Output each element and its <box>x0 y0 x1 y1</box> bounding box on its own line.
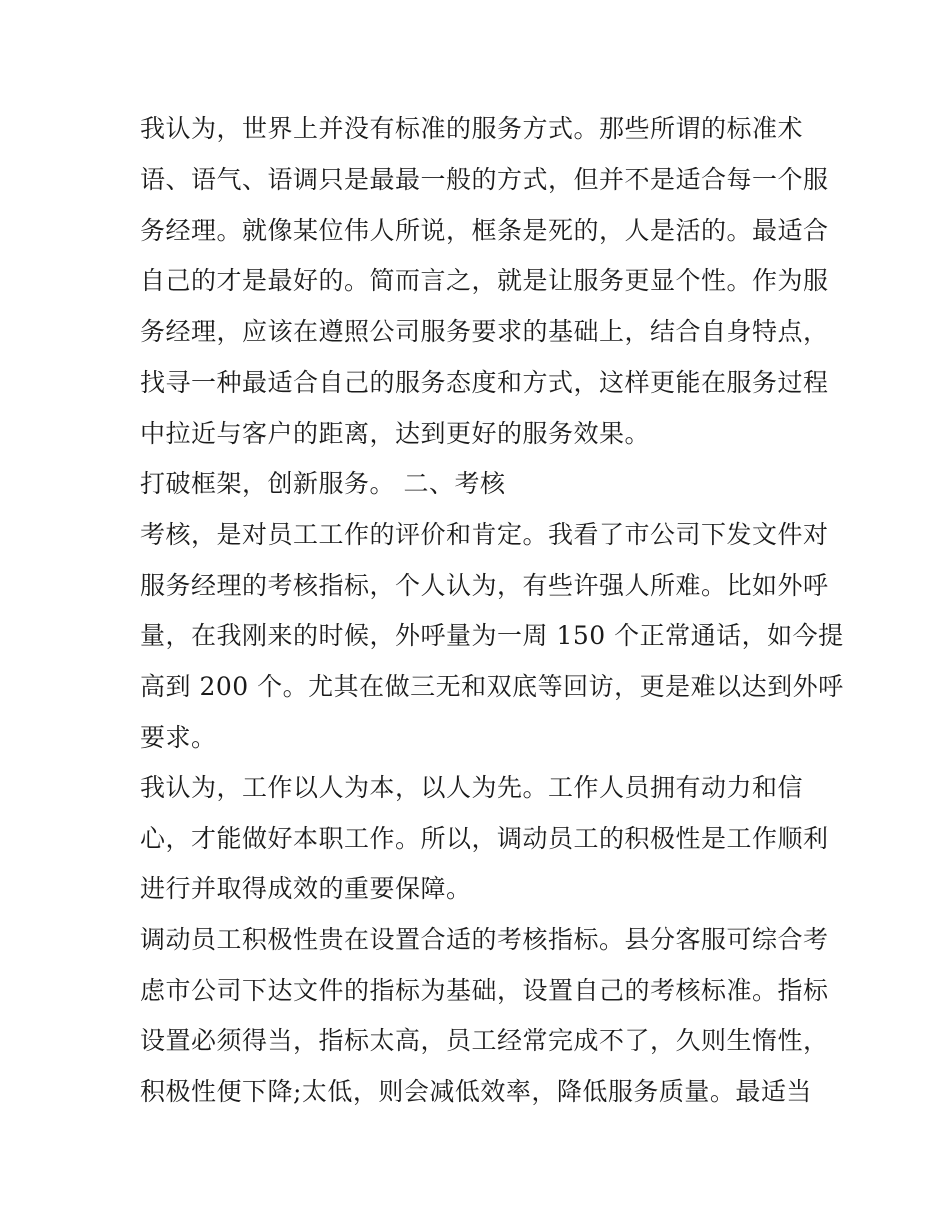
text-line: 虑市公司下达文件的指标为基础，设置自己的考核标准。指标 <box>140 976 829 1005</box>
text-line: 中拉近与客户的距离，达到更好的服务效果。 <box>140 419 651 448</box>
text-line: 我认为，工作以人为本，以人为先。工作人员拥有动力和信 <box>140 773 804 802</box>
text-line: 服务经理的考核指标，个人认为，有些许强人所难。比如外呼 <box>140 571 829 600</box>
section-heading: 打破框架，创新服务。 二、考核 <box>140 469 506 498</box>
text-line: 进行并取得成效的重要保障。 <box>140 874 472 903</box>
text-line: 我认为，世界上并没有标准的服务方式。那些所谓的标准术 <box>140 114 804 143</box>
text-line: 调动员工积极性贵在设置合适的考核指标。县分客服可综合考 <box>140 925 829 954</box>
text-line: 务经理。就像某位伟人所说，框条是死的，人是活的。最适合 <box>140 216 829 245</box>
text-line: 考核，是对员工工作的评价和肯定。我看了市公司下发文件对 <box>140 520 829 549</box>
text-line: 要求。 <box>140 723 217 752</box>
text-line: 量，在我刚来的时候，外呼量为一周 150 个正常通话，如今提 <box>140 621 844 650</box>
text-line: 高到 200 个。尤其在做三无和双底等回访，更是难以达到外呼 <box>140 672 844 701</box>
text-line: 语、语气、语调只是最最一般的方式，但并不是适合每一个服 <box>140 165 829 194</box>
text-line: 心，才能做好本职工作。所以，调动员工的积极性是工作顺利 <box>140 824 829 853</box>
text-line: 务经理，应该在遵照公司服务要求的基础上，结合自身特点， <box>140 317 829 346</box>
text-line: 找寻一种最适合自己的服务态度和方式，这样更能在服务过程 <box>140 368 829 397</box>
text-line: 设置必须得当，指标太高，员工经常完成不了，久则生惰性， <box>140 1026 829 1055</box>
text-line: 自己的才是最好的。简而言之，就是让服务更显个性。作为服 <box>140 266 829 295</box>
text-line: 积极性便下降;太低，则会减低效率，降低服务质量。最适当 <box>140 1077 812 1106</box>
